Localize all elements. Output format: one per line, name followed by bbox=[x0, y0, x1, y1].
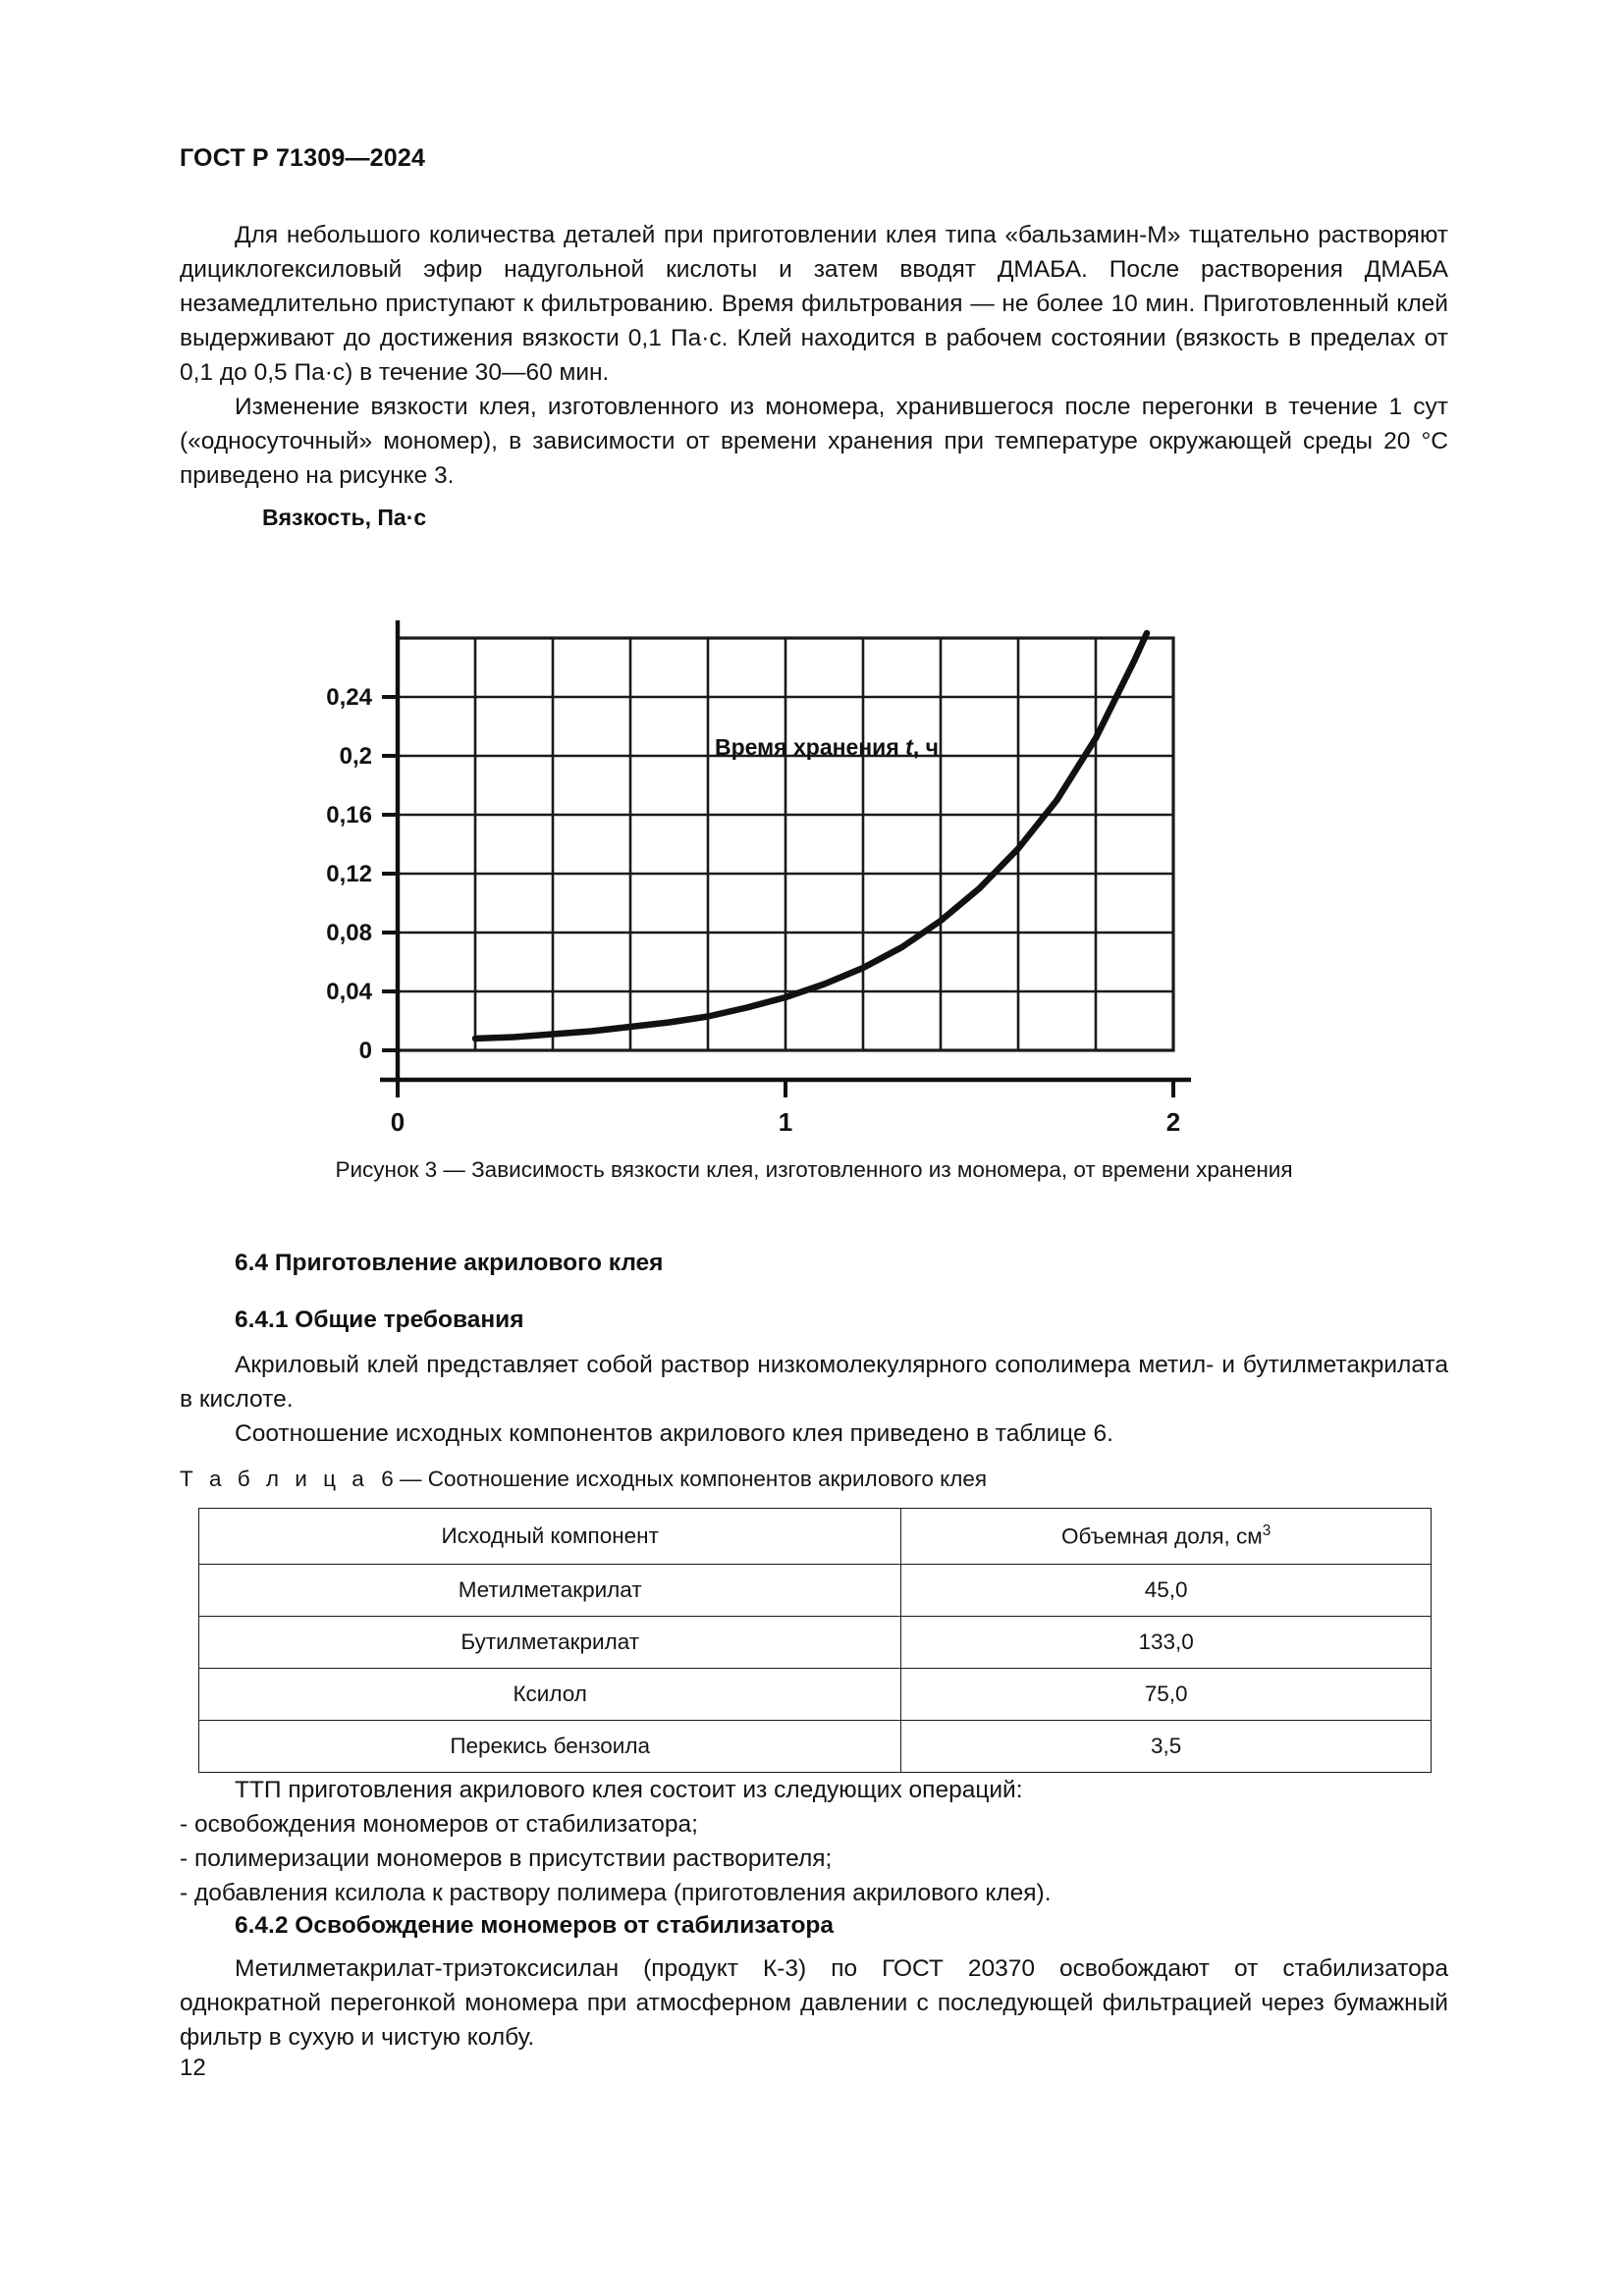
x-axis-label-variable: t bbox=[905, 734, 913, 760]
paragraph-table-reference: Соотношение исходных компонентов акрилового клея приведено в таблице 6. bbox=[235, 1420, 1113, 1447]
figure-3 bbox=[180, 491, 1448, 1182]
table-6-title-rest: — Соотношение исходных компонентов акрилового клея bbox=[400, 1467, 988, 1491]
table-cell-component: Бутилметакрилат bbox=[199, 1617, 901, 1669]
table-col-header-volume-superscript: 3 bbox=[1262, 1522, 1272, 1540]
table-6-title-prefix: Т а б л и ц а bbox=[180, 1467, 369, 1491]
figure-3-caption: Рисунок 3 — Зависимость вязкости клея, изготовленного из мономера, от времени хранения bbox=[335, 1157, 1293, 1182]
y-tick-024: 0,24 bbox=[326, 684, 372, 711]
table-cell-component: Перекись бензоила bbox=[199, 1721, 901, 1773]
chart-y-tick-labels bbox=[326, 684, 372, 1064]
heading-6-4: 6.4 Приготовление акрилового клея bbox=[235, 1250, 664, 1276]
table-row bbox=[199, 1617, 1432, 1669]
paragraph-ttp-operations: ТТП приготовления акрилового клея состоит из следующих операций: bbox=[235, 1777, 1023, 1803]
chart-x-tick-labels bbox=[391, 1107, 1180, 1137]
table-row bbox=[199, 1565, 1432, 1617]
chart-y-tick-marks bbox=[382, 697, 398, 1050]
chart-y-axis-label: Вязкость, Па·с bbox=[262, 505, 427, 530]
chart-vertical-gridlines bbox=[475, 638, 1096, 1050]
y-tick-004: 0,04 bbox=[326, 979, 372, 1005]
table-cell-volume: 133,0 bbox=[901, 1617, 1432, 1669]
table-col-header-component: Исходный компонент bbox=[199, 1509, 901, 1565]
table-6-title bbox=[180, 1467, 987, 1492]
paragraph-methyl-methacrylate: Метилметакрилат-триэтоксисилан (продукт К-3) по ГОСТ 20370 освобождают от стабилизатора однократной перегонкой мономера при атмосферном давлении с последующей фильтрацией через бумажный фильтр в сухую и чистую колбу. bbox=[180, 1955, 1448, 2051]
y-tick-02: 0,2 bbox=[339, 743, 372, 770]
x-axis-label-suffix: , ч bbox=[912, 734, 939, 760]
table-cell-component: Ксилол bbox=[199, 1669, 901, 1721]
acrylic-glue-text-block bbox=[180, 1348, 1448, 1451]
table-row bbox=[199, 1721, 1432, 1773]
list-item-stabilizer-release: - освобождения мономеров от стабилизатора; bbox=[180, 1811, 698, 1838]
list-item-polymerization: - полимеризации мономеров в присутствии растворителя; bbox=[180, 1845, 833, 1872]
heading-6-4-2: 6.4.2 Освобождение мономеров от стабилизатора bbox=[235, 1912, 834, 1939]
running-header-standard-id: ГОСТ Р 71309—2024 bbox=[180, 144, 426, 172]
x-axis-label-prefix: Время хранения bbox=[715, 734, 906, 760]
paragraph-acrylic-definition: Акриловый клей представляет собой раствор низкомолекулярного сополимера метил- и бутилметакрилата в кислоте. bbox=[180, 1352, 1448, 1413]
y-tick-012: 0,12 bbox=[326, 861, 372, 887]
chart-x-tick-marks bbox=[398, 1080, 1173, 1097]
table-cell-volume: 3,5 bbox=[901, 1721, 1432, 1773]
table-row bbox=[199, 1669, 1432, 1721]
heading-6-4-1: 6.4.1 Общие требования bbox=[235, 1307, 524, 1333]
table-col-header-volume bbox=[901, 1509, 1432, 1565]
x-tick-1: 1 bbox=[778, 1107, 793, 1137]
y-tick-016: 0,16 bbox=[326, 802, 372, 828]
table-header-row bbox=[199, 1509, 1432, 1565]
chart-data-curve bbox=[475, 633, 1147, 1039]
x-tick-0: 0 bbox=[390, 1107, 406, 1137]
paragraph-balsamin-preparation: Для небольшого количества деталей при приготовлении клея типа «бальзамин-М» тщательно растворяют дициклогексиловый эфир надугольной кислоты и затем вводят ДМАБА. После растворения ДМАБА незамедлительно приступают к фильтрованию. Время фильтрования — не более 10 мин. Приготовленный клей выдерживают до достижения вязкости 0,1 Па·с. Клей находится в рабочем состоянии (вязкость в пределах от 0,1 до 0,5 Па·с) в течение 30—60 мин. bbox=[180, 222, 1448, 386]
operations-text-block bbox=[180, 1773, 1448, 1910]
table-col-header-volume-text: Объемная доля, см bbox=[1061, 1523, 1263, 1549]
chart-x-axis-label bbox=[715, 734, 939, 761]
table-6 bbox=[198, 1508, 1432, 1773]
viscosity-vs-time-chart bbox=[180, 491, 1448, 1158]
list-item-xylene-addition: - добавления ксилола к раствору полимера (приготовления акрилового клея). bbox=[180, 1880, 1052, 1906]
paragraph-viscosity-change: Изменение вязкости клея, изготовленного из мономера, хранившегося после перегонки в течение 1 сут («односуточный» мономер), в зависимости от времени хранения при температуре окружающей среды 20 °C приведено на рисунке 3. bbox=[180, 394, 1448, 489]
table-cell-component: Метилметакрилат bbox=[199, 1565, 901, 1617]
stabilizer-release-text-block bbox=[180, 1951, 1448, 2055]
intro-text-block bbox=[180, 218, 1448, 493]
page-number: 12 bbox=[180, 2055, 206, 2081]
y-tick-0: 0 bbox=[358, 1038, 372, 1064]
table-6-title-number: 6 bbox=[381, 1467, 394, 1491]
table-cell-volume: 45,0 bbox=[901, 1565, 1432, 1617]
x-tick-2: 2 bbox=[1165, 1107, 1181, 1137]
y-tick-008: 0,08 bbox=[326, 920, 372, 946]
table-cell-volume: 75,0 bbox=[901, 1669, 1432, 1721]
